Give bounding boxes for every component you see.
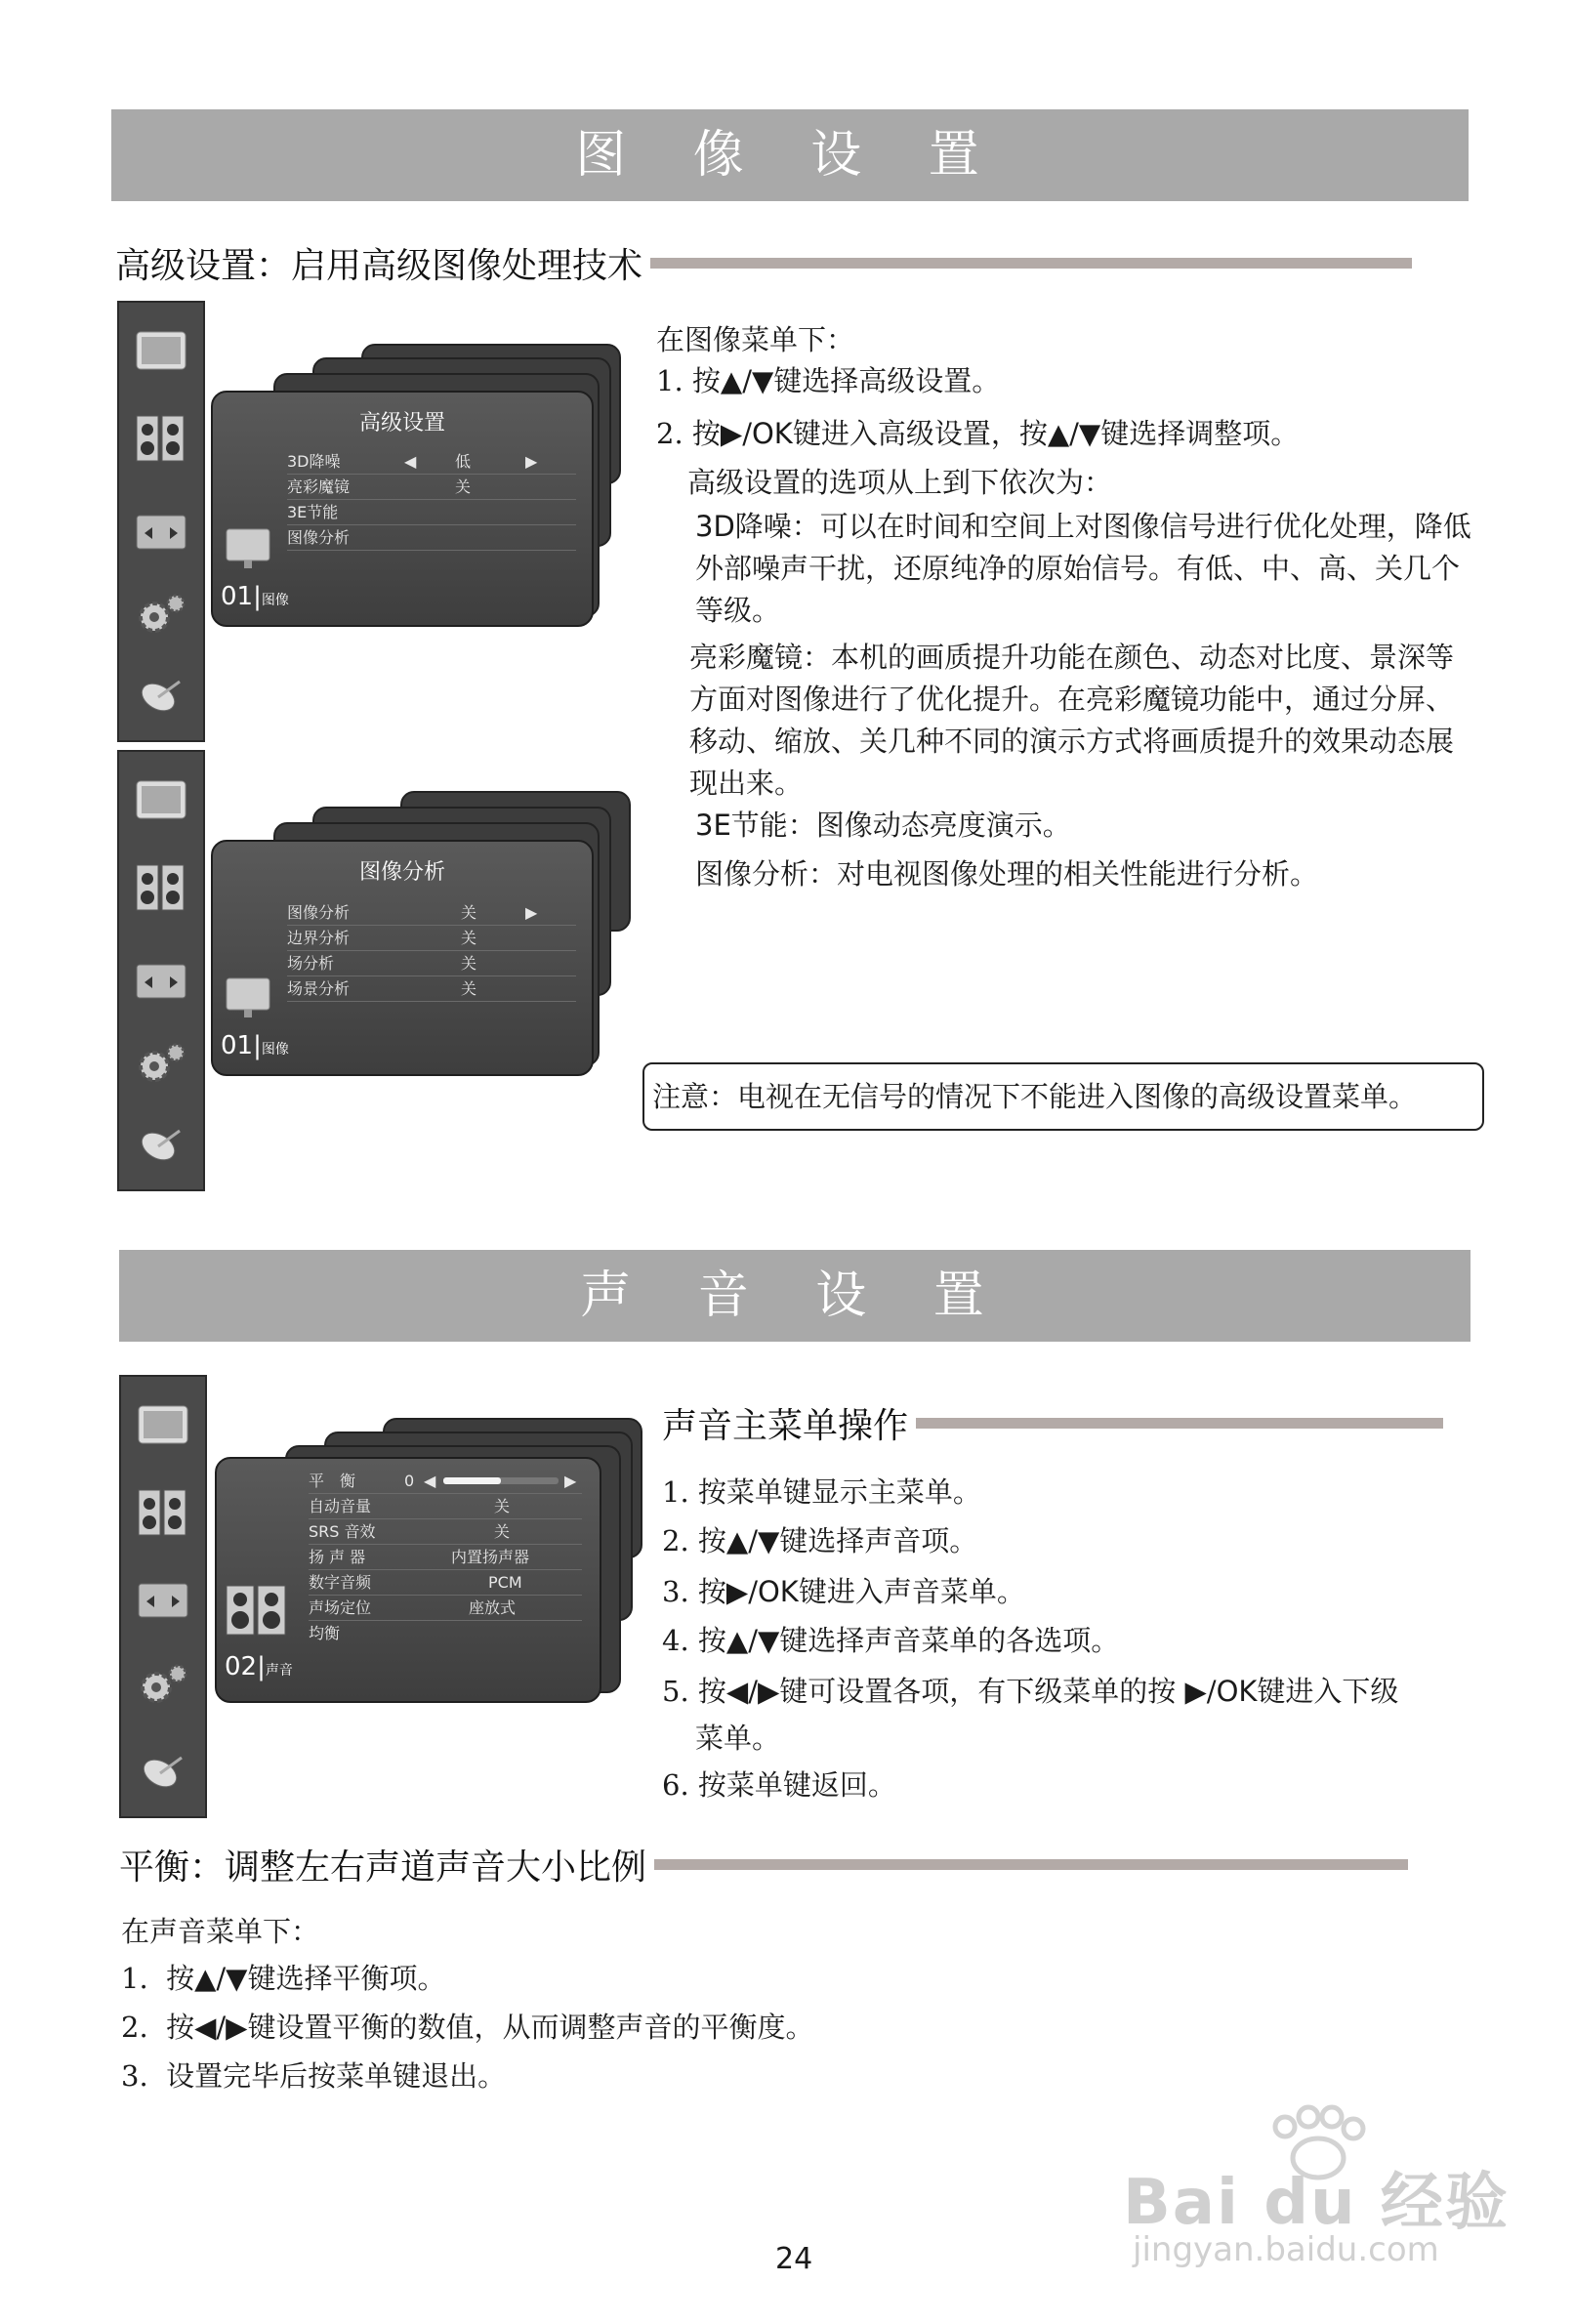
item-color-magic: 亮彩魔镜：本机的画质提升功能在颜色、动态对比度、景深等方面对图像进行了优化提升。在亮彩魔镜功能中，通过分屏、移动、缩放、关几种不同的演示方式将画质提升的效果动态展现出来。: [689, 641, 1455, 800]
menu-row-auto-volume[interactable]: [309, 1494, 582, 1519]
speaker-icon: [135, 1486, 191, 1539]
row-value: 内置扬声器: [451, 1548, 530, 1566]
row-label: 数字音频: [309, 1573, 372, 1592]
gear-icon: [133, 588, 189, 641]
row-label: 场景分析: [287, 979, 351, 998]
gear-icon: [135, 1658, 191, 1711]
menu-tag: 图像: [261, 1042, 289, 1058]
row-label: SRS 音效: [309, 1522, 376, 1541]
row-label: 声场定位: [309, 1598, 372, 1617]
item-3d-denoise: 3D降噪：可以在时间和空间上对图像信号进行优化处理，降低外部噪声干扰，还原纯净的原始信号。有低、中、高、关几个等级。: [695, 510, 1471, 627]
menu-row-balance[interactable]: [309, 1469, 582, 1494]
balance-step-2: 2. 按◀/▶键设置平衡的数值，从而调整声音的平衡度。: [121, 2011, 814, 2044]
satellite-icon: [133, 1119, 189, 1172]
row-label: 图像分析: [287, 903, 351, 922]
menu-row-image-analysis[interactable]: [287, 900, 576, 926]
menu-sidebar: [117, 750, 205, 1191]
satellite-icon: [133, 670, 189, 723]
menu-tag: 图像: [261, 593, 289, 608]
row-label: 3E节能: [287, 503, 339, 521]
tv-icon: [135, 1398, 191, 1451]
channel-icon: [133, 508, 189, 560]
menu-row-equalizer[interactable]: [309, 1621, 582, 1645]
channel-icon: [133, 957, 189, 1010]
page-number: 24: [775, 2242, 813, 2276]
tv-icon: [133, 324, 189, 377]
arrow-left-icon[interactable]: ◀: [404, 452, 417, 471]
row-label: 自动音量: [309, 1497, 372, 1515]
menu-row-sound-position[interactable]: [309, 1596, 582, 1621]
menu-row-3e-saving[interactable]: [287, 500, 576, 525]
heading-rule: [650, 258, 1412, 269]
menu-footer: 01|图像: [221, 582, 289, 611]
row-label: 平 衡: [309, 1472, 356, 1490]
row-value: 关: [494, 1497, 511, 1515]
panel-title: 高级设置: [358, 411, 445, 436]
row-label: 均衡: [309, 1624, 341, 1642]
tv-menu-screenshot-sound: [119, 1375, 646, 1818]
menu-row-color-magic[interactable]: [287, 475, 576, 500]
speaker-icon: [133, 412, 189, 465]
row-label: 扬 声 器: [309, 1548, 366, 1566]
balance-step-1: 1. 按▲/▼键选择平衡项。: [121, 1962, 446, 1995]
balance-slider-fill: [443, 1477, 501, 1484]
item-3e-saving: 3E节能：图像动态亮度演示。: [695, 809, 1071, 842]
arrow-right-icon[interactable]: ▶: [564, 1472, 577, 1490]
row-value: 关: [494, 1522, 511, 1541]
menu-tag: 声音: [265, 1663, 293, 1679]
sound-settings-panel: [215, 1457, 601, 1703]
item-image-analysis: 图像分析：对电视图像处理的相关性能进行分析。: [695, 857, 1319, 891]
row-value: 关: [461, 954, 477, 973]
row-value: 关: [455, 477, 472, 496]
row-label: 边界分析: [287, 929, 351, 947]
menu-number: 01: [221, 582, 254, 611]
row-label: 3D降噪: [287, 452, 341, 471]
speaker-icon: [223, 1584, 291, 1639]
row-value: PCM: [488, 1573, 522, 1592]
intro-text: 在图像菜单下：: [656, 323, 855, 356]
baidu-watermark-logo: Bai du 经验: [1123, 2167, 1510, 2239]
arrow-right-icon[interactable]: ▶: [525, 452, 538, 471]
row-value: 座放式: [469, 1598, 517, 1617]
section-banner-sound: 声 音 设 置: [119, 1250, 1470, 1342]
step-2: 2. 按▶/OK键进入高级设置，按▲/▼键选择调整项。: [656, 417, 1300, 450]
tv-menu-screenshot-advanced: [117, 301, 625, 742]
menu-row-field-analysis[interactable]: [287, 951, 576, 976]
sound-step-5: 5. 按◀/▶键可设置各项，有下级菜单的按 ▶/OK键进入下级: [662, 1675, 1399, 1708]
notice-box: 注意：电视在无信号的情况下不能进入图像的高级设置菜单。: [642, 1062, 1484, 1131]
sound-step-4: 4. 按▲/▼键选择声音菜单的各选项。: [662, 1624, 1120, 1657]
channel-icon: [135, 1576, 191, 1629]
step-1: 1. 按▲/▼键选择高级设置。: [656, 364, 1001, 397]
order-text: 高级设置的选项从上到下依次为：: [687, 466, 1113, 499]
tv-menu-screenshot-analysis: [117, 750, 625, 1191]
sound-step-1: 1. 按菜单键显示主菜单。: [662, 1475, 981, 1509]
sound-step-2: 2. 按▲/▼键选择声音项。: [662, 1524, 978, 1557]
row-label: 场分析: [287, 954, 335, 973]
menu-row-srs[interactable]: [309, 1519, 582, 1545]
menu-row-image-analysis[interactable]: [287, 525, 576, 551]
menu-row-edge-analysis[interactable]: [287, 926, 576, 951]
heading-text: 声音主菜单操作: [662, 1406, 909, 1446]
arrow-left-icon[interactable]: ◀: [424, 1472, 436, 1490]
menu-row-3d-denoise[interactable]: [287, 449, 576, 475]
menu-row-digital-audio[interactable]: [309, 1570, 582, 1596]
heading-rule: [654, 1859, 1408, 1870]
row-value: 关: [461, 929, 477, 947]
row-value: 0: [404, 1472, 415, 1490]
row-value: 关: [461, 903, 477, 922]
balance-step-3: 3. 设置完毕后按菜单键退出。: [121, 2059, 507, 2093]
menu-row-scene-analysis[interactable]: [287, 976, 576, 1002]
menu-sidebar: [119, 1375, 207, 1818]
row-value: 低: [455, 452, 472, 471]
tv-icon: [225, 525, 271, 570]
menu-sidebar: [117, 301, 205, 742]
row-label: 图像分析: [287, 528, 351, 547]
section-heading-advanced: [115, 238, 1412, 288]
heading-rule: [916, 1418, 1443, 1429]
tv-icon: [133, 773, 189, 826]
sound-step-3: 3. 按▶/OK键进入声音菜单。: [662, 1575, 1025, 1608]
section-heading-sound-menu: [662, 1398, 1443, 1448]
row-label: 亮彩魔镜: [287, 477, 351, 496]
menu-footer: 01|图像: [221, 1031, 289, 1060]
advanced-settings-panel: [211, 391, 594, 627]
satellite-icon: [135, 1746, 191, 1799]
balance-slider[interactable]: [443, 1477, 559, 1484]
row-value: 关: [461, 979, 477, 998]
heading-text: 高级设置：启用高级图像处理技术: [115, 246, 643, 286]
baidu-watermark-url: jingyan.baidu.com: [1133, 2230, 1439, 2269]
menu-footer: 02|声音: [225, 1652, 293, 1681]
panel-title: 图像分析: [358, 860, 445, 885]
menu-row-speaker[interactable]: [309, 1545, 582, 1570]
section-heading-balance: [119, 1840, 1408, 1889]
gear-icon: [133, 1037, 189, 1090]
sound-step-5-cont: 菜单。: [695, 1722, 781, 1755]
tv-icon: [225, 975, 271, 1019]
menu-number: 01: [221, 1031, 254, 1060]
section-banner-picture: 图 像 设 置: [111, 109, 1469, 201]
menu-number: 02: [225, 1652, 258, 1681]
arrow-right-icon[interactable]: ▶: [525, 903, 538, 922]
speaker-icon: [133, 861, 189, 914]
heading-text: 平衡：调整左右声道声音大小比例: [119, 1847, 647, 1888]
sound-step-6: 6. 按菜单键返回。: [662, 1768, 896, 1802]
balance-intro: 在声音菜单下：: [121, 1915, 320, 1948]
image-analysis-panel: [211, 840, 594, 1076]
